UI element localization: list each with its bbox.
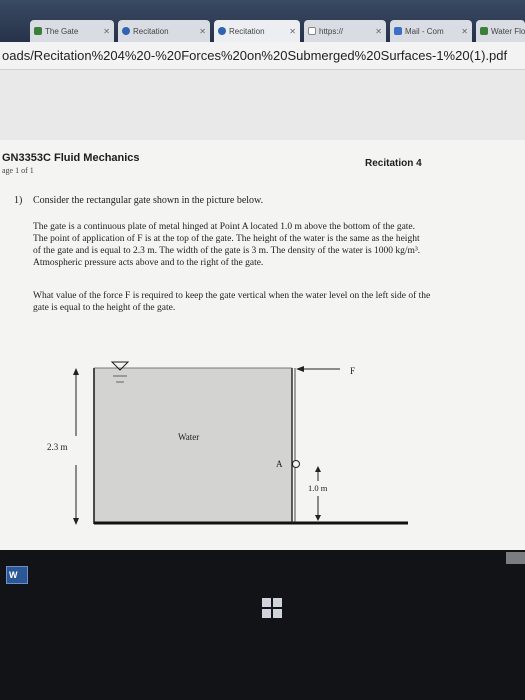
taskbar bbox=[0, 550, 525, 700]
question-line: What value of the force F is required to keep the gate vertical when the water level on the left side of the bbox=[33, 291, 431, 301]
tab-label: Water Flo bbox=[491, 26, 525, 36]
tab-label: Recitation bbox=[133, 26, 169, 36]
close-icon[interactable]: ✕ bbox=[103, 26, 110, 36]
tab-the-gate[interactable] bbox=[30, 20, 114, 42]
close-icon[interactable]: ✕ bbox=[289, 26, 296, 36]
windows-logo-icon[interactable] bbox=[262, 598, 282, 618]
tab-label: Mail - Com bbox=[405, 26, 444, 36]
browser-tab-bar bbox=[0, 0, 525, 42]
tab-recitation-1[interactable] bbox=[118, 20, 210, 42]
page-indicator: age 1 of 1 bbox=[2, 166, 34, 175]
tab-recitation-2[interactable] bbox=[214, 20, 300, 42]
paragraph-line: The point of application of F is at the top of the gate. The height of the water is the same as the height bbox=[33, 234, 420, 244]
site-icon bbox=[34, 27, 42, 35]
paragraph-line: of the gate and is equal to 2.3 m. The width of the gate is 3 m. The density of the water is 1000 kg/m³. bbox=[33, 246, 421, 256]
paragraph-line: Atmospheric pressure acts above and to the right of the gate. bbox=[33, 258, 264, 268]
tab-label: Recitation bbox=[229, 26, 265, 36]
dimension-arrow-down bbox=[73, 518, 79, 525]
tab-water-flow[interactable] bbox=[476, 20, 525, 42]
force-label: F bbox=[350, 366, 356, 376]
hinge-height-label: 1.0 m bbox=[308, 483, 328, 493]
word-app-icon[interactable] bbox=[6, 566, 28, 584]
address-bar[interactable]: oads/Recitation%204%20-%20Forces%20on%20Submerged%20Surfaces-1%20(1).pdf bbox=[0, 42, 525, 70]
question-line: gate is equal to the height of the gate. bbox=[33, 303, 176, 313]
dimension-arrow-up bbox=[73, 368, 79, 375]
hinge-height-arrow-up bbox=[315, 466, 321, 472]
course-title: GN3353C Fluid Mechanics bbox=[2, 152, 140, 164]
water-label: Water bbox=[178, 432, 200, 442]
site-icon bbox=[122, 27, 130, 35]
close-icon[interactable]: ✕ bbox=[375, 26, 382, 36]
tab-label: The Gate bbox=[45, 26, 79, 36]
keyboard-tray-icon[interactable] bbox=[506, 552, 525, 564]
site-icon bbox=[480, 27, 488, 35]
pdf-page bbox=[0, 140, 525, 550]
force-arrow-head bbox=[296, 366, 304, 372]
gate-diagram bbox=[0, 140, 525, 550]
recitation-title: Recitation 4 bbox=[365, 158, 422, 169]
tab-mail[interactable] bbox=[390, 20, 472, 42]
mail-icon bbox=[394, 27, 402, 35]
hinge-a bbox=[293, 461, 300, 468]
height-label: 2.3 m bbox=[47, 442, 68, 452]
hinge-label: A bbox=[276, 459, 283, 469]
pdf-viewer-background bbox=[0, 70, 525, 140]
question-intro: Consider the rectangular gate shown in the picture below. bbox=[33, 195, 264, 206]
close-icon[interactable]: ✕ bbox=[199, 26, 206, 36]
question-number: 1) bbox=[14, 195, 23, 206]
tab-https[interactable] bbox=[304, 20, 386, 42]
page-icon bbox=[308, 27, 316, 35]
word-icon-letter: W bbox=[9, 570, 18, 580]
close-icon[interactable]: ✕ bbox=[461, 26, 468, 36]
site-icon bbox=[218, 27, 226, 35]
hinge-height-arrow-down bbox=[315, 515, 321, 521]
paragraph-line: The gate is a continuous plate of metal hinged at Point A located 1.0 m above the bottom of the gate. bbox=[33, 222, 416, 232]
water-body bbox=[94, 368, 292, 523]
tab-label: https:// bbox=[319, 26, 344, 36]
